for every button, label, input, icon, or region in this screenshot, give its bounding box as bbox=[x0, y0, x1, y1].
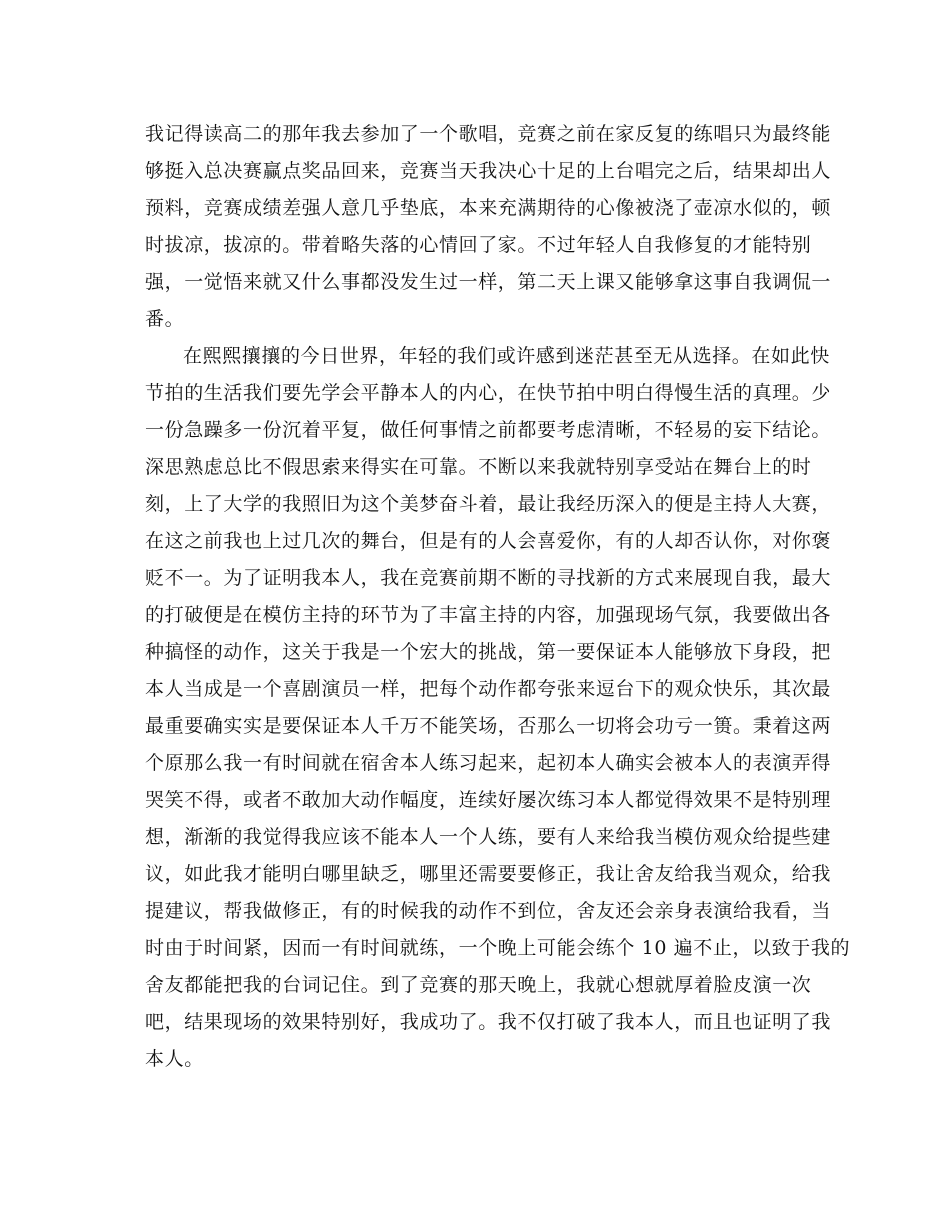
paragraph-2-line-18: 舍友都能把我的台词记住。到了竞赛的那天晚上，我就心想就厚着脸皮演一次 bbox=[145, 974, 812, 996]
paragraph-2-line-16: 提建议，帮我做修正，有的时候我的动作不到位，舍友还会亲身表演给我看，当 bbox=[145, 900, 832, 922]
paragraph-2-line-10: 本人当成是一个喜剧演员一样，把每个动作都夸张来逗台下的观众快乐，其次最 bbox=[145, 678, 832, 700]
paragraph-2-line-9: 种搞怪的动作，这关于我是一个宏大的挑战，第一要保证本人能够放下身段，把 bbox=[145, 641, 832, 663]
paragraph-1-line-2: 够挺入总决赛赢点奖品回来，竞赛当天我决心十足的上台唱完之后，结果却出人 bbox=[145, 160, 832, 182]
paragraph-2-line-12: 个原那么我一有时间就在宿舍本人练习起来，起初本人确实会被本人的表演弄得 bbox=[145, 752, 832, 774]
paragraph-2-line-7: 贬不一。为了证明我本人，我在竞赛前期不断的寻找新的方式来展现自我，最大 bbox=[145, 567, 832, 589]
paragraph-1-line-3: 预料，竞赛成绩差强人意几乎垫底，本来充满期待的心像被浇了壶凉水似的，顿 bbox=[145, 197, 832, 219]
paragraph-2-line-13: 哭笑不得，或者不敢加大动作幅度，连续好屡次练习本人都觉得效果不是特别理 bbox=[145, 789, 832, 811]
paragraph-2-line-14: 想，渐渐的我觉得我应该不能本人一个人练，要有人来给我当模仿观众给提些建 bbox=[145, 826, 832, 848]
paragraph-2-line-11: 最重要确实实是要保证本人千万不能笑场，否那么一切将会功亏一篑。秉着这两 bbox=[145, 715, 832, 737]
paragraph-2-line-8: 的打破便是在模仿主持的环节为了丰富主持的内容，加强现场气氛，我要做出各 bbox=[145, 604, 832, 626]
paragraph-2-line-17: 时由于时间紧，因而一有时间就练，一个晚上可能会练个 10 遍不止，以致于我的 bbox=[145, 937, 851, 959]
paragraph-2-line-20: 本人。 bbox=[145, 1048, 204, 1070]
paragraph-1-line-6: 番。 bbox=[145, 308, 185, 330]
paragraph-2-line-1: 在熙熙攘攘的今日世界，年轻的我们或许感到迷茫甚至无从选择。在如此快 bbox=[183, 345, 830, 367]
paragraph-1-line-5: 强，一觉悟来就又什么事都没发生过一样，第二天上课又能够拿这事自我调侃一 bbox=[145, 271, 832, 293]
paragraph-2-line-5: 刻，上了大学的我照旧为这个美梦奋斗着，最让我经历深入的便是主持人大赛， bbox=[145, 493, 832, 515]
paragraph-2-line-19: 吧，结果现场的效果特别好，我成功了。我不仅打破了我本人，而且也证明了我 bbox=[145, 1011, 832, 1033]
paragraph-1-line-1: 我记得读高二的那年我去参加了一个歌唱，竞赛之前在家反复的练唱只为最终能 bbox=[145, 123, 832, 145]
paragraph-2-line-6: 在这之前我也上过几次的舞台，但是有的人会喜爱你，有的人却否认你，对你褒 bbox=[145, 530, 832, 552]
paragraph-1-line-4: 时拔凉，拔凉的。带着略失落的心情回了家。不过年轻人自我修复的才能特别 bbox=[145, 234, 812, 256]
paragraph-2-line-15: 议，如此我才能明白哪里缺乏，哪里还需要要修正，我让舍友给我当观众，给我 bbox=[145, 863, 832, 885]
paragraph-2-line-4: 深思熟虑总比不假思索来得实在可靠。不断以来我就特别享受站在舞台上的时 bbox=[145, 456, 812, 478]
paragraph-2-line-3: 一份急躁多一份沉着平复，做任何事情之前都要考虑清晰，不轻易的妄下结论。 bbox=[145, 419, 832, 441]
paragraph-2-line-2: 节拍的生活我们要先学会平静本人的内心，在快节拍中明白得慢生活的真理。少 bbox=[145, 382, 832, 404]
